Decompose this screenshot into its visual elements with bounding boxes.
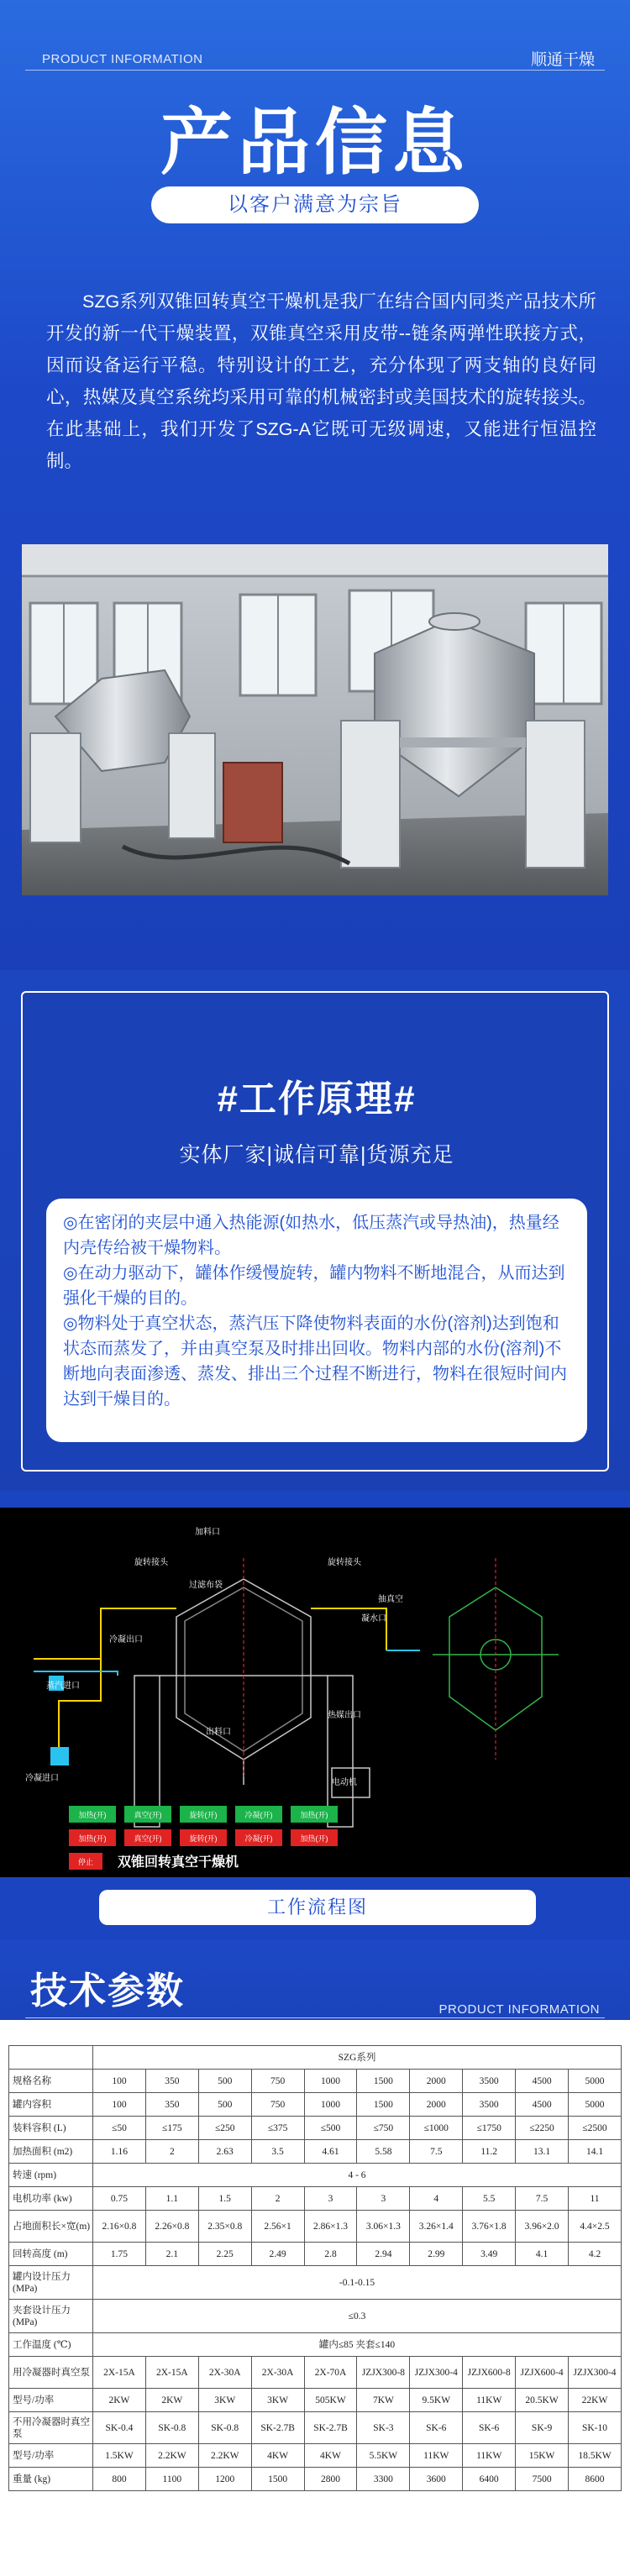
- table-cell: 3.26×1.4: [410, 2211, 463, 2243]
- table-cell: 11.2: [463, 2140, 516, 2164]
- table-row: [9, 2117, 622, 2140]
- label-filter: 过滤布袋: [189, 1581, 223, 1590]
- principle-item: ◎在密闭的夹层中通入热能源(如热水，低压蒸汽或导热油)，热量经内壳传给被干燥物料。: [63, 1214, 559, 1257]
- factory-photo: [22, 544, 608, 895]
- label-feed: 加料口: [195, 1528, 220, 1537]
- table-cell: 3.5: [251, 2140, 304, 2164]
- tech-params-section: [0, 1940, 630, 2576]
- table-cell: 4.1: [516, 2243, 569, 2266]
- header-divider: [25, 70, 605, 71]
- table-cell: 3.49: [463, 2243, 516, 2266]
- table-cell: 3.76×1.8: [463, 2211, 516, 2243]
- principle-card: [21, 991, 609, 1472]
- brand-name: 顺通干燥: [530, 51, 595, 69]
- table-cell: 2.94: [357, 2243, 410, 2266]
- row-label: 加热面积 (m2): [9, 2140, 93, 2164]
- table-cell: 1500: [357, 2070, 410, 2093]
- table-cell: 2.2KW: [198, 2444, 251, 2468]
- table-cell: 2000: [410, 2070, 463, 2093]
- table-cell: ≤2500: [569, 2117, 622, 2140]
- tech-label-en: PRODUCT INFORMATION: [438, 2002, 600, 2017]
- table-cell: 1.5KW: [93, 2444, 146, 2468]
- table-cell: 2KW: [145, 2389, 198, 2412]
- table-cell: 13.1: [516, 2140, 569, 2164]
- table-cell: 2.25: [198, 2243, 251, 2266]
- work-principle-section: [0, 970, 630, 1491]
- table-cell: JZJX300-4: [410, 2357, 463, 2389]
- principle-item: ◎物料处于真空状态，蒸汽压下降使物料表面的水份(溶剂)达到饱和状态而蒸发了，并由真空泵及时排出回收。物料内部的水份(溶剂)不断地向表面渗透、蒸发、排出三个过程不断进行，物料在很短时间内达到干燥目的。: [63, 1314, 567, 1409]
- control-button-label: 停止: [77, 1858, 94, 1866]
- table-cell: 100: [93, 2093, 146, 2117]
- table-cell: 1000: [304, 2093, 357, 2117]
- principle-title: #工作原理#: [217, 1078, 417, 1120]
- page-title: 产品信息: [160, 102, 470, 183]
- table-cell: 3KW: [251, 2389, 304, 2412]
- table-cell: 2.86×1.3: [304, 2211, 357, 2243]
- table-row: [9, 2266, 622, 2300]
- table-cell: 0.75: [93, 2187, 146, 2211]
- table-cell: ≤500: [304, 2117, 357, 2140]
- table-cell: 11KW: [463, 2444, 516, 2468]
- principle-item: ◎在动力驱动下，罐体作缓慢旋转，罐内物料不断地混合，从而达到强化干燥的目的。: [63, 1264, 565, 1308]
- table-cell: 4500: [516, 2093, 569, 2117]
- table-cell: 15KW: [516, 2444, 569, 2468]
- table-cell: 罐内≤85 夹套≤140: [93, 2333, 622, 2357]
- table-cell: 3600: [410, 2468, 463, 2491]
- table-cell: -0.1-0.15: [93, 2266, 622, 2300]
- table-cell: 3.96×2.0: [516, 2211, 569, 2243]
- table-cell: SK-6: [410, 2412, 463, 2444]
- table-cell: 4KW: [304, 2444, 357, 2468]
- table-cell: 22KW: [569, 2389, 622, 2412]
- table-cell: SK-3: [357, 2412, 410, 2444]
- table-cell: 2.1: [145, 2243, 198, 2266]
- table-row: [9, 2389, 622, 2412]
- table-cell: 8600: [569, 2468, 622, 2491]
- table-cell: ≤2250: [516, 2117, 569, 2140]
- table-cell: 2KW: [93, 2389, 146, 2412]
- row-label: 工作温度 (℃): [9, 2333, 93, 2357]
- flow-caption: 工作流程图: [99, 1890, 536, 1925]
- flow-diagram: [0, 1508, 630, 1877]
- table-cell: 3: [357, 2187, 410, 2211]
- table-cell: SK-6: [463, 2412, 516, 2444]
- control-button-label: 加热(开): [78, 1811, 107, 1819]
- table-cell: 505KW: [304, 2389, 357, 2412]
- control-button-label: 加热(开): [300, 1811, 328, 1819]
- table-row: [9, 2333, 622, 2357]
- table-cell: ≤375: [251, 2117, 304, 2140]
- table-cell: 2.35×0.8: [198, 2211, 251, 2243]
- slogan-pill: 以客户满意为宗旨: [151, 186, 479, 223]
- row-label: 型号/功率: [9, 2444, 93, 2468]
- table-cell: 1500: [251, 2468, 304, 2491]
- table-cell: 3300: [357, 2468, 410, 2491]
- table-cell: 1.16: [93, 2140, 146, 2164]
- table-cell: 2.99: [410, 2243, 463, 2266]
- row-label: 回转高度 (m): [9, 2243, 93, 2266]
- row-label: 转速 (rpm): [9, 2164, 93, 2187]
- table-cell: 4500: [516, 2070, 569, 2093]
- table-cell: 2000: [410, 2093, 463, 2117]
- table-row: [9, 2300, 622, 2333]
- table-cell: 2.8: [304, 2243, 357, 2266]
- table-cell: SK-9: [516, 2412, 569, 2444]
- table-row: [9, 2211, 622, 2243]
- row-label: [9, 2046, 93, 2070]
- table-cell: 1.5: [198, 2187, 251, 2211]
- label-discharge: 出料口: [206, 1728, 231, 1737]
- table-row: [9, 2412, 622, 2444]
- control-button-label: 加热(开): [300, 1834, 328, 1843]
- row-label: 装料容积 (L): [9, 2117, 93, 2140]
- table-row: [9, 2070, 622, 2093]
- table-cell: 350: [145, 2093, 198, 2117]
- table-row: [9, 2444, 622, 2468]
- control-button-label: 加热(开): [78, 1834, 107, 1843]
- table-cell: 1.1: [145, 2187, 198, 2211]
- table-cell: 1200: [198, 2468, 251, 2491]
- table-cell: 1500: [357, 2093, 410, 2117]
- table-cell: 3KW: [198, 2389, 251, 2412]
- table-cell: 1.75: [93, 2243, 146, 2266]
- table-cell: 5.58: [357, 2140, 410, 2164]
- label-motor: 电动机: [332, 1778, 357, 1787]
- table-cell: 2.16×0.8: [93, 2211, 146, 2243]
- spec-table: [8, 2045, 622, 2491]
- intro-paragraph: SZG系列双锥回转真空干燥机是我厂在结合国内同类产品技术所开发的新一代干燥装置，双锥真空采用皮带--链条两弹性联接方式，因而设备运行平稳。特别设计的工艺，充分体现了两支轴的良好同心，热媒及真空系统均采用可靠的机械密封或美国技术的旋转接头。在此基础上，我们开发了SZG-A它既可无级调速，又能进行恒温控制。: [46, 291, 596, 471]
- table-cell: SK-2.7B: [304, 2412, 357, 2444]
- table-cell: SK-10: [569, 2412, 622, 2444]
- table-cell: 4.2: [569, 2243, 622, 2266]
- table-cell: SZG系列: [93, 2046, 622, 2070]
- table-cell: 2X-15A: [93, 2357, 146, 2389]
- table-cell: ≤1000: [410, 2117, 463, 2140]
- dryer-machine-illustration: [22, 544, 608, 895]
- table-cell: 2.26×0.8: [145, 2211, 198, 2243]
- table-cell: 3500: [463, 2070, 516, 2093]
- row-label: 电机功率 (kw): [9, 2187, 93, 2211]
- table-cell: 2800: [304, 2468, 357, 2491]
- table-cell: 2X-30A: [251, 2357, 304, 2389]
- table-cell: 2X-15A: [145, 2357, 198, 2389]
- row-label: 不用冷凝器时真空泵: [9, 2412, 93, 2444]
- table-cell: SK-0.8: [145, 2412, 198, 2444]
- label-rotary-joint-right: 旋转接头: [328, 1558, 361, 1567]
- table-cell: 2.63: [198, 2140, 251, 2164]
- row-label: 夹套设计压力 (MPa): [9, 2300, 93, 2333]
- table-cell: 2X-30A: [198, 2357, 251, 2389]
- table-cell: 500: [198, 2093, 251, 2117]
- table-cell: 4 - 6: [93, 2164, 622, 2187]
- label-cool-in: 冷凝进口: [25, 1774, 59, 1783]
- table-cell: ≤175: [145, 2117, 198, 2140]
- row-label: 规格名称: [9, 2070, 93, 2093]
- table-cell: SK-2.7B: [251, 2412, 304, 2444]
- table-cell: 4KW: [251, 2444, 304, 2468]
- table-cell: 7500: [516, 2468, 569, 2491]
- table-cell: 6400: [463, 2468, 516, 2491]
- flow-diagram-drawing: [0, 1508, 630, 1877]
- table-cell: 100: [93, 2070, 146, 2093]
- principle-tagline: 实体厂家|诚信可靠|货源充足: [179, 1143, 454, 1167]
- table-cell: 750: [251, 2070, 304, 2093]
- label-heat-out: 热媒出口: [328, 1711, 361, 1720]
- row-label: 罐内设计压力 (MPa): [9, 2266, 93, 2300]
- table-cell: SK-0.4: [93, 2412, 146, 2444]
- table-cell: 3500: [463, 2093, 516, 2117]
- table-cell: 9.5KW: [410, 2389, 463, 2412]
- table-row: [9, 2093, 622, 2117]
- table-cell: 2: [251, 2187, 304, 2211]
- header-label-en: PRODUCT INFORMATION: [42, 52, 203, 66]
- control-button-label: 真空(开): [134, 1834, 162, 1843]
- diagram-title: 双锥回转真空干燥机: [118, 1855, 239, 1870]
- table-cell: ≤1750: [463, 2117, 516, 2140]
- table-cell: 4.61: [304, 2140, 357, 2164]
- table-cell: 2.2KW: [145, 2444, 198, 2468]
- table-cell: 11KW: [410, 2444, 463, 2468]
- control-button-label: 冷凝(开): [244, 1834, 273, 1843]
- table-row: [9, 2468, 622, 2491]
- table-cell: 5.5KW: [357, 2444, 410, 2468]
- table-cell: 350: [145, 2070, 198, 2093]
- table-row: [9, 2046, 622, 2070]
- table-cell: ≤250: [198, 2117, 251, 2140]
- table-row: [9, 2140, 622, 2164]
- table-cell: 3.06×1.3: [357, 2211, 410, 2243]
- table-cell: 7KW: [357, 2389, 410, 2412]
- table-cell: 5000: [569, 2070, 622, 2093]
- table-cell: 2X-70A: [304, 2357, 357, 2389]
- table-cell: 14.1: [569, 2140, 622, 2164]
- table-cell: SK-0.8: [198, 2412, 251, 2444]
- table-row: [9, 2164, 622, 2187]
- table-cell: 20.5KW: [516, 2389, 569, 2412]
- table-cell: 4.4×2.5: [569, 2211, 622, 2243]
- table-cell: JZJX300-8: [357, 2357, 410, 2389]
- table-cell: 5000: [569, 2093, 622, 2117]
- table-cell: 1000: [304, 2070, 357, 2093]
- table-cell: 11: [569, 2187, 622, 2211]
- table-cell: 11KW: [463, 2389, 516, 2412]
- table-cell: JZJX300-4: [569, 2357, 622, 2389]
- tech-title: 技术参数: [30, 1970, 185, 2012]
- label-rotary-joint-left: 旋转接头: [134, 1558, 168, 1567]
- table-cell: ≤50: [93, 2117, 146, 2140]
- control-button-label: 冷凝(开): [244, 1811, 273, 1819]
- row-label: 占地面积长×宽(m): [9, 2211, 93, 2243]
- label-steam-in: 蒸汽进口: [46, 1681, 80, 1691]
- control-button-label: 旋转(开): [189, 1811, 218, 1819]
- control-button-label: 真空(开): [134, 1811, 162, 1819]
- table-cell: 3: [304, 2187, 357, 2211]
- table-cell: 7.5: [516, 2187, 569, 2211]
- tech-divider: [25, 2017, 605, 2018]
- table-cell: 500: [198, 2070, 251, 2093]
- table-cell: JZJX600-4: [516, 2357, 569, 2389]
- table-row: [9, 2187, 622, 2211]
- table-cell: 18.5KW: [569, 2444, 622, 2468]
- label-cool-out: 冷凝出口: [109, 1635, 143, 1645]
- row-label: 型号/功率: [9, 2389, 93, 2412]
- table-cell: JZJX600-8: [463, 2357, 516, 2389]
- product-info-section: [0, 0, 630, 970]
- table-cell: 2.49: [251, 2243, 304, 2266]
- table-cell: 750: [251, 2093, 304, 2117]
- row-label: 罐内容积: [9, 2093, 93, 2117]
- table-cell: 2: [145, 2140, 198, 2164]
- control-button-label: 旋转(开): [189, 1834, 218, 1843]
- principle-text-box: [46, 1199, 587, 1442]
- table-cell: 4: [410, 2187, 463, 2211]
- table-cell: ≤750: [357, 2117, 410, 2140]
- row-label: 重量 (kg): [9, 2468, 93, 2491]
- table-cell: 800: [93, 2468, 146, 2491]
- table-row: [9, 2357, 622, 2389]
- table-cell: 1100: [145, 2468, 198, 2491]
- label-vacuum: 抽真空: [378, 1595, 403, 1604]
- table-row: [9, 2243, 622, 2266]
- table-cell: ≤0.3: [93, 2300, 622, 2333]
- table-cell: 2.56×1: [251, 2211, 304, 2243]
- label-condensate: 凝水口: [361, 1614, 386, 1624]
- tech-header: [0, 1940, 630, 2020]
- table-cell: 7.5: [410, 2140, 463, 2164]
- row-label: 用冷凝器时真空泵: [9, 2357, 93, 2389]
- table-cell: 5.5: [463, 2187, 516, 2211]
